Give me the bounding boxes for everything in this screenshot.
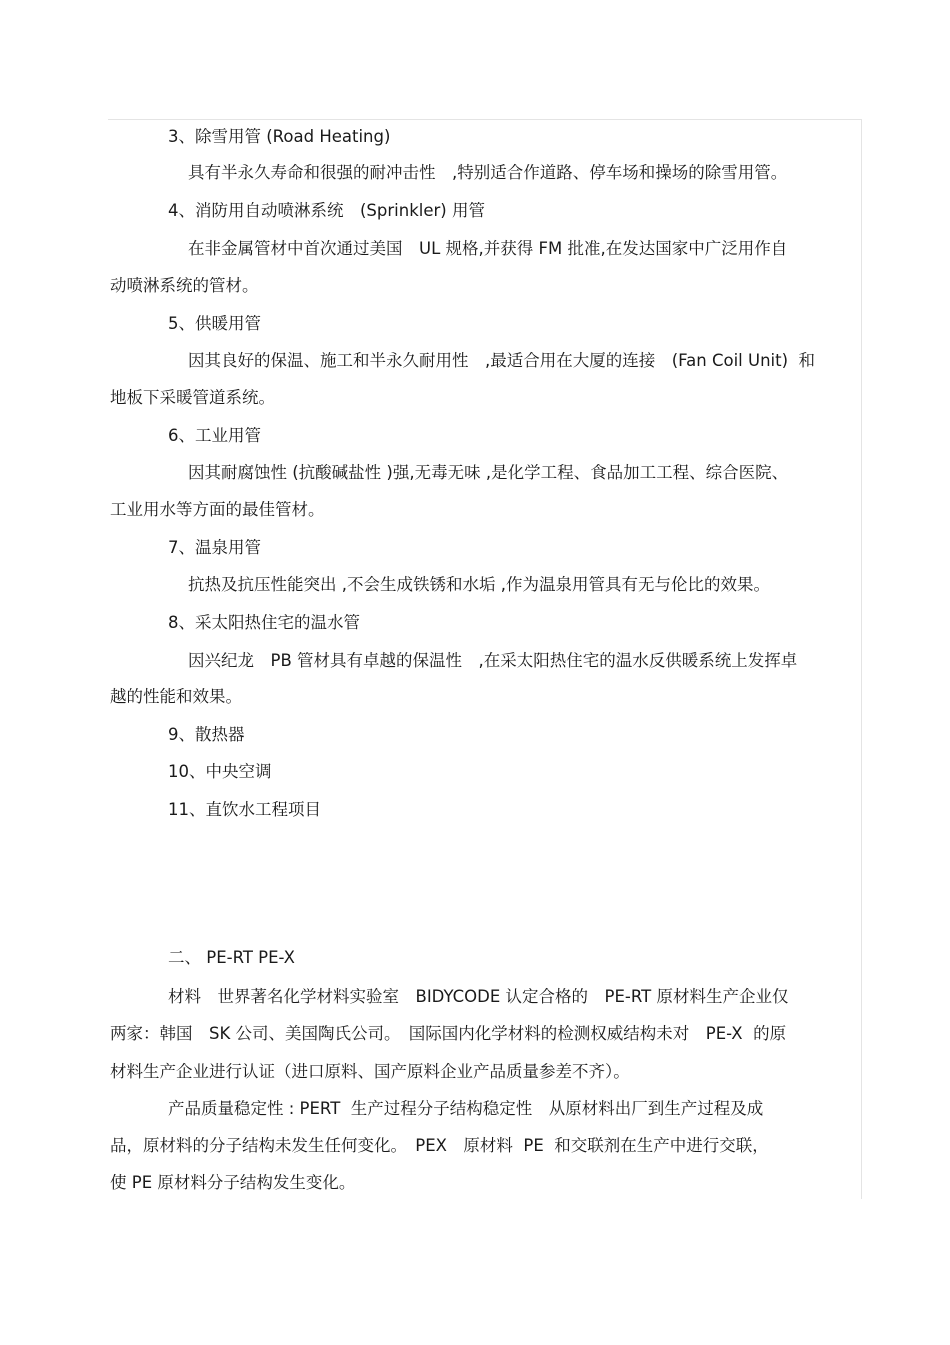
item-8-text-line2: 越的性能和效果。	[110, 687, 242, 706]
section-2-heading: 二、 PE-RT PE-X	[168, 948, 295, 967]
item-8-text-line1: 因兴纪龙 PB 管材具有卓越的保温性 ,在采太阳热住宅的温水反供暖系统上发挥卓	[188, 651, 798, 670]
materials-paragraph-line2: 两家：韩国 SK 公司、美国陶氏公司。 国际国内化学材料的检测权威结构未对 PE-X 的原	[110, 1024, 787, 1043]
quality-paragraph-line3: 使 PE 原材料分子结构发生变化。	[110, 1173, 356, 1192]
item-5-text-line1: 因其良好的保温、施工和半永久耐用性 ,最适合用在大厦的连接 (Fan Coil Unit) 和	[188, 351, 816, 370]
item-6-heading: 6、工业用管	[168, 426, 261, 445]
item-4-text-line1: 在非金属管材中首次通过美国 UL 规格,并获得 FM 批准,在发达国家中广泛用作自	[188, 239, 788, 258]
item-6-text-line2: 工业用水等方面的最佳管材。	[110, 500, 325, 519]
item-3-text: 具有半永久寿命和很强的耐冲击性 ,特别适合作道路、停车场和操场的除雪用管。	[188, 163, 788, 182]
materials-paragraph-line1: 材料 世界著名化学材料实验室 BIDYCODE 认定合格的 PE-RT 原材料生产企业仅	[168, 987, 789, 1006]
item-5-heading: 5、供暖用管	[168, 314, 261, 333]
item-8-heading: 8、采太阳热住宅的温水管	[168, 613, 360, 632]
item-11-heading: 11、直饮水工程项目	[168, 800, 321, 819]
item-4-text-line2: 动喷淋系统的管材。	[110, 276, 259, 295]
item-4-heading: 4、消防用自动喷淋系统 (Sprinkler) 用管	[168, 201, 485, 220]
materials-paragraph-line3: 材料生产企业进行认证（进口原料、国产原料企业产品质量参差不齐）。	[110, 1062, 630, 1081]
item-5-text-line2: 地板下采暖管道系统。	[110, 388, 275, 407]
item-3-heading: 3、除雪用管 (Road Heating)	[168, 127, 391, 146]
item-9-heading: 9、散热器	[168, 725, 245, 744]
quality-paragraph-line2: 品，原材料的分子结构未发生任何变化。 PEX 原材料 PE 和交联剂在生产中进行交联，	[110, 1136, 769, 1155]
quality-paragraph-line1: 产品质量稳定性 : PERT 生产过程分子结构稳定性 从原材料出厂到生产过程及成	[168, 1099, 764, 1118]
item-7-heading: 7、温泉用管	[168, 538, 261, 557]
item-10-heading: 10、中央空调	[168, 762, 272, 781]
item-7-text: 抗热及抗压性能突出 ,不会生成铁锈和水垢 ,作为温泉用管具有无与伦比的效果。	[188, 575, 770, 594]
item-6-text-line1: 因其耐腐蚀性 (抗酸碱盐性 )强,无毒无味 ,是化学工程、食品加工工程、综合医院、	[188, 463, 789, 482]
page-frame-right-rule	[861, 119, 862, 1199]
page-frame-top-rule	[108, 119, 861, 120]
